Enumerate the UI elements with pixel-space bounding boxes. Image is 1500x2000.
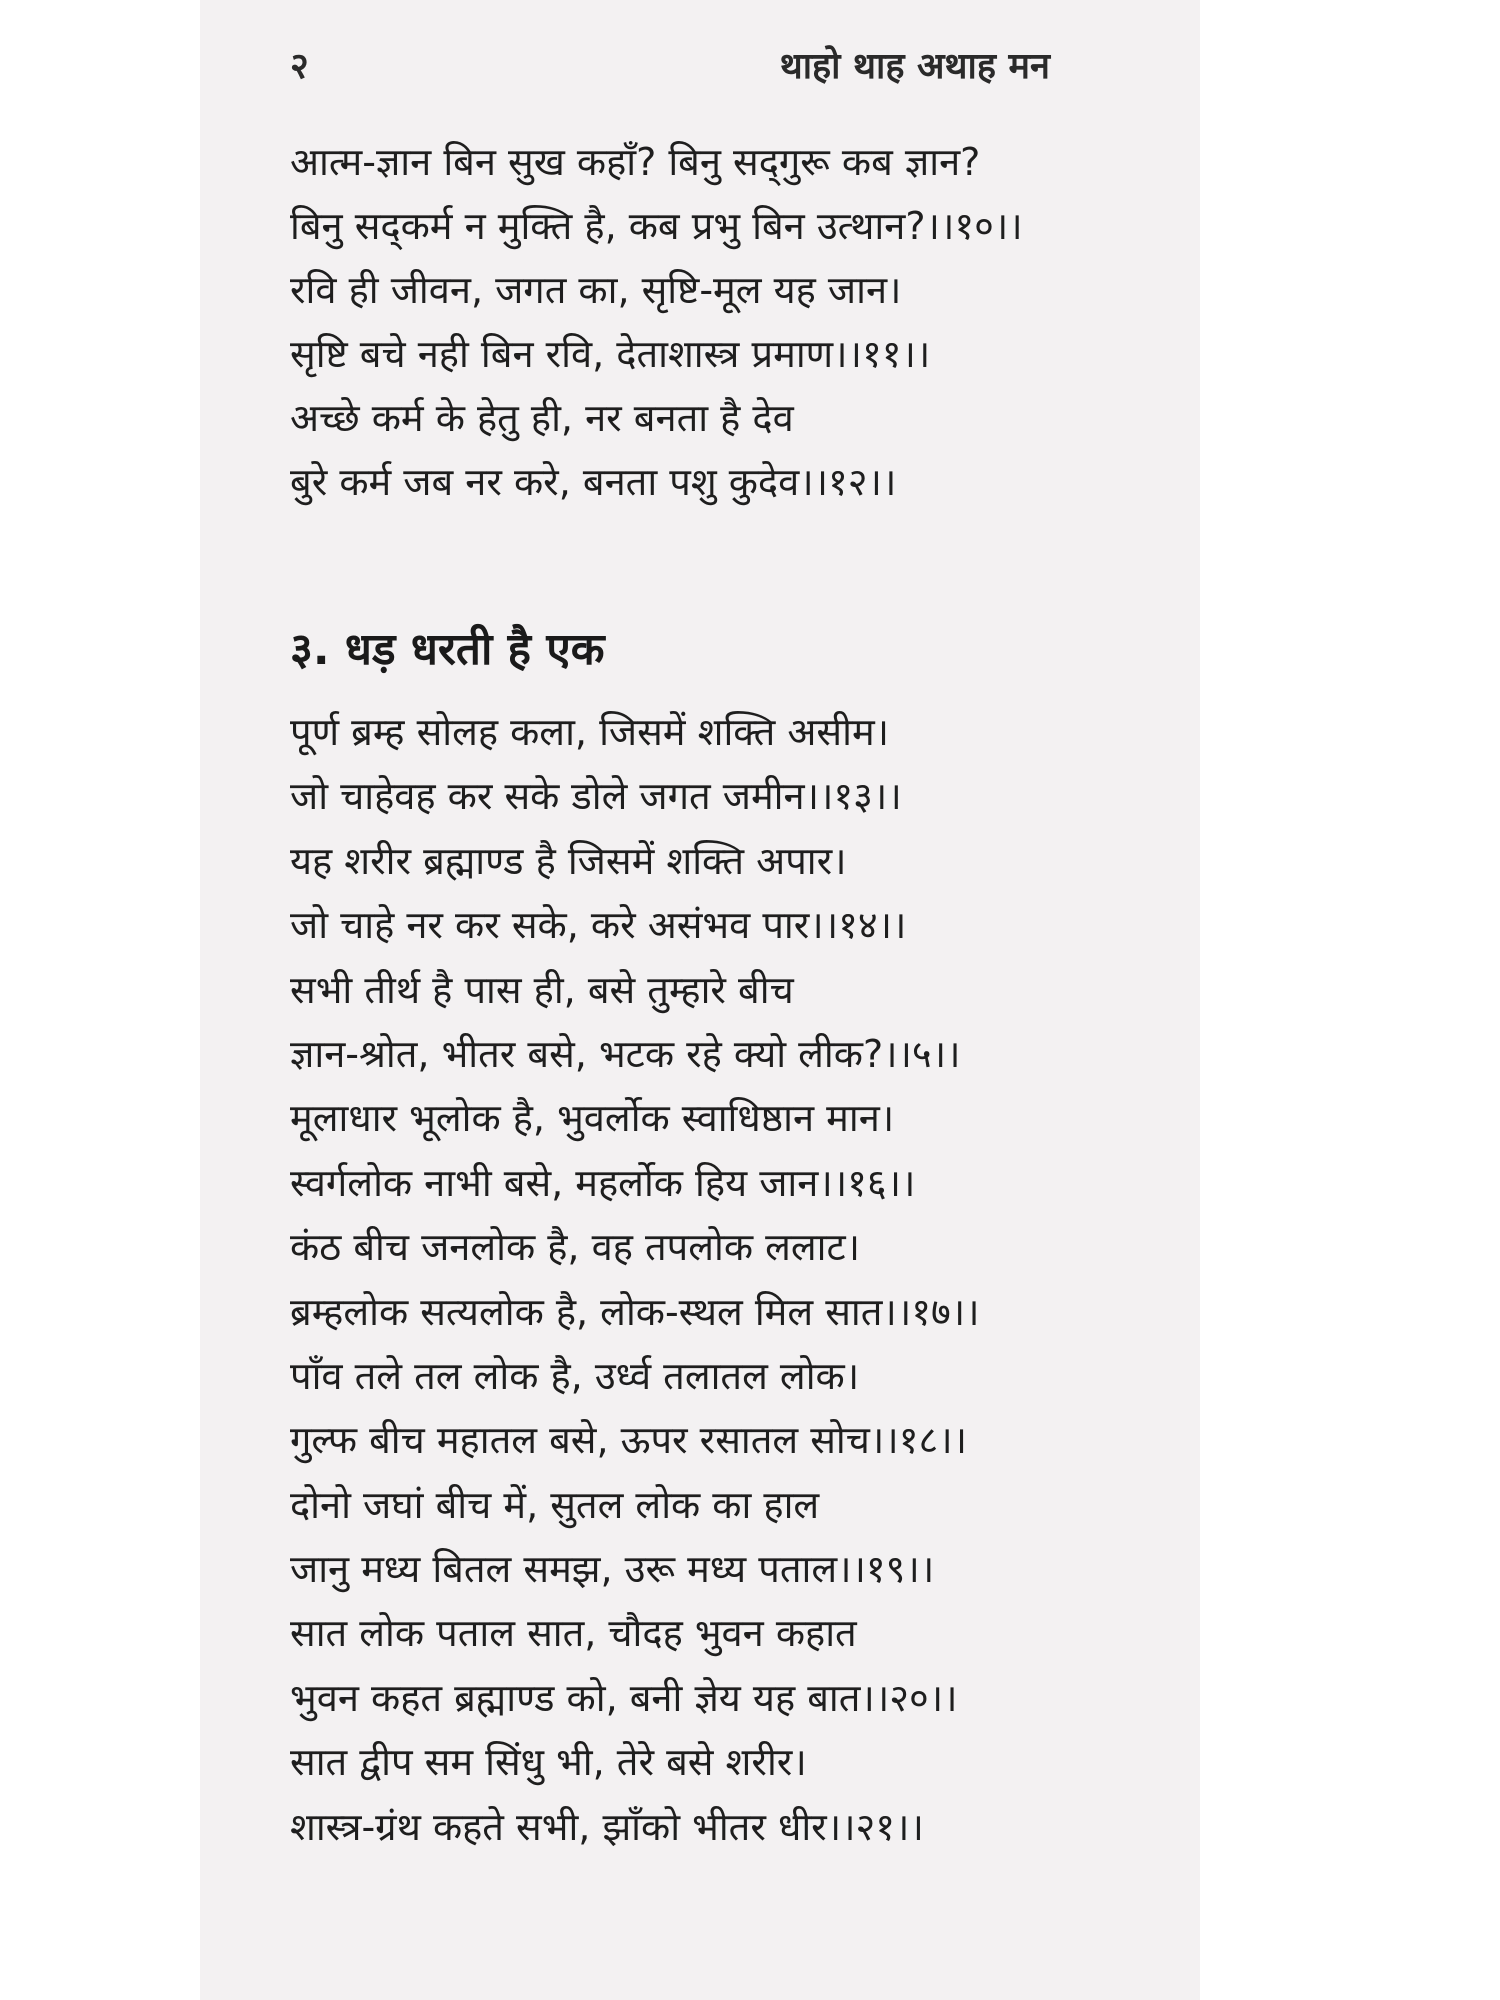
verse-line: स्वर्गलोक नाभी बसे, महर्लोक हिय जान।।१६।। <box>290 1160 916 1205</box>
verse-line: कंठ बीच जनलोक है, वह तपलोक ललाट। <box>290 1225 861 1270</box>
verse-line: पूर्ण ब्रम्ह सोलह कला, जिसमें शक्ति असीम। <box>290 710 890 754</box>
verse-line: सात द्वीप सम सिंधु भी, तेरे बसे शरीर। <box>290 1740 807 1785</box>
verse-line: ब्रम्हलोक सत्यलोक है, लोक-स्थल मिल सात।।१७।। <box>290 1289 980 1334</box>
section-heading: ३. धड़ धरती है एक <box>290 624 605 675</box>
verse-line: सृष्टि बचे नही बिन रवि, देताशास्त्र प्रमाण।।११।। <box>290 332 931 376</box>
verse-line: बुरे कर्म जब नर करे, बनता पशु कुदेव।।१२।। <box>290 460 897 504</box>
running-title: थाहो थाह अथाह मन <box>779 46 1050 87</box>
verse-line: सात लोक पताल सात, चौदह भुवन कहात <box>290 1611 857 1656</box>
verse-line: सभी तीर्थ है पास ही, बसे तुम्हारे बीच <box>290 967 794 1012</box>
verse-line: आत्म-ज्ञान बिन सुख कहाँ? बिनु सद्‌गुरू कब ज्ञान? <box>290 140 981 184</box>
page-number: २ <box>290 46 309 87</box>
verse-line: जो चाहेवह कर सके डोले जगत जमीन।।१३।। <box>290 774 902 819</box>
opening-verses <box>290 130 1190 514</box>
verse-line: जो चाहे नर कर सके, करे असंभव पार।।१४।। <box>290 903 907 948</box>
verse-line: यह शरीर ब्रह्माण्ड है जिसमें शक्ति अपार। <box>290 838 847 883</box>
verse-line: अच्छे कर्म के हेतु ही, नर बनता है देव <box>290 396 794 440</box>
running-header <box>290 40 1050 100</box>
verse-line: ज्ञान-श्रोत, भीतर बसे, भटक रहे क्यो लीक?।।५।। <box>290 1031 961 1076</box>
verse-line: दोनो जघां बीच में, सुतल लोक का हाल <box>290 1482 820 1527</box>
verse-line: बिनु सद्‌कर्म न मुक्ति है, कब प्रभु बिन उत्थान?।।१०।। <box>290 204 1023 248</box>
section-verses <box>290 700 1190 1859</box>
verse-line: रवि ही जीवन, जगत का, सृष्टि-मूल यह जान। <box>290 268 902 312</box>
verse-line: जानु मध्य बितल समझ, उरू मध्य पताल।।१९।। <box>290 1547 935 1592</box>
verse-line: मूलाधार भूलोक है, भुवर्लोक स्वाधिष्ठान मान। <box>290 1096 895 1141</box>
verse-line: पाँव तले तल लोक है, उर्ध्व तलातल लोक। <box>290 1353 860 1398</box>
verse-line: गुल्फ बीच महातल बसे, ऊपर रसातल सोच।।१८।। <box>290 1418 968 1463</box>
verse-line: शास्त्र-ग्रंथ कहते सभी, झाँको भीतर धीर।।२१।। <box>290 1804 924 1849</box>
verse-line: भुवन कहत ब्रह्माण्ड को, बनी ज्ञेय यह बात।।२०।। <box>290 1675 958 1720</box>
